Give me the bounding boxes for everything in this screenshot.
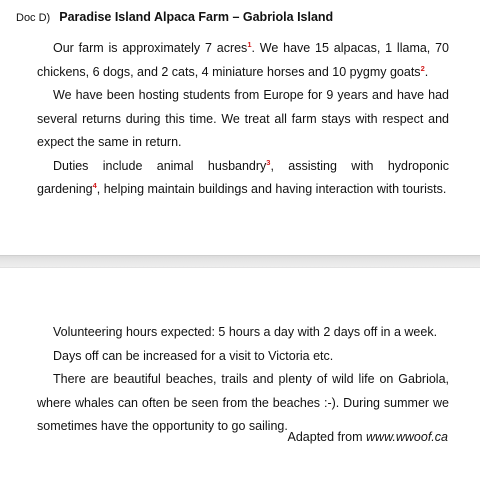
footnote-ref-4: 4 xyxy=(92,181,97,190)
footnote-ref-3: 3 xyxy=(266,157,271,167)
document-page-bottom xyxy=(0,268,480,486)
source-attribution xyxy=(288,430,449,444)
paragraph-text: , assisting with hydroponic gardening xyxy=(37,158,449,196)
volunteer-info xyxy=(37,321,449,439)
paragraph-beaches: There are beautiful beaches, trails and plenty of wild life on Gabriola, where whales can often be seen from the beaches :-). During summer we sometimes have the opportunity to go sailing. xyxy=(37,372,449,433)
paragraph-days-off: Days off can be increased for a visit to Victoria etc. xyxy=(53,348,334,363)
paragraph-duties xyxy=(37,155,449,202)
paragraph-text: . xyxy=(424,64,429,79)
paragraph-text: Duties include animal husbandry xyxy=(53,158,267,173)
footnote-ref-1: 1 xyxy=(247,40,252,49)
page-break-divider xyxy=(0,255,480,268)
paragraph-farm-size xyxy=(37,37,449,84)
paragraph-hours: Volunteering hours expected: 5 hours a day with 2 days off in a week. xyxy=(53,325,438,339)
attribution-prefix: Adapted from xyxy=(287,430,367,444)
paragraph-text: , helping maintain buildings and having interaction with tourists. xyxy=(96,182,447,196)
doc-title: Paradise Island Alpaca Farm – Gabriola Island xyxy=(59,10,334,24)
source-url: www.wwoof.ca xyxy=(366,430,448,444)
document-header xyxy=(16,10,333,24)
footnote-ref-2: 2 xyxy=(420,63,425,73)
paragraph-text: Our farm is approximately 7 acres xyxy=(53,41,248,55)
farm-description xyxy=(37,37,449,202)
paragraph-text: . We have 15 alpacas, 1 llama, 70 chickens, 6 dogs, and 2 cats, 4 miniature horses and 10 pygmy goats xyxy=(37,41,450,79)
doc-label: Doc D) xyxy=(16,12,51,24)
paragraph-hosting: We have been hosting students from Europe for 9 years and have had several returns during this time. We treat all farm stays with respect and expect the same in return. xyxy=(37,88,449,149)
